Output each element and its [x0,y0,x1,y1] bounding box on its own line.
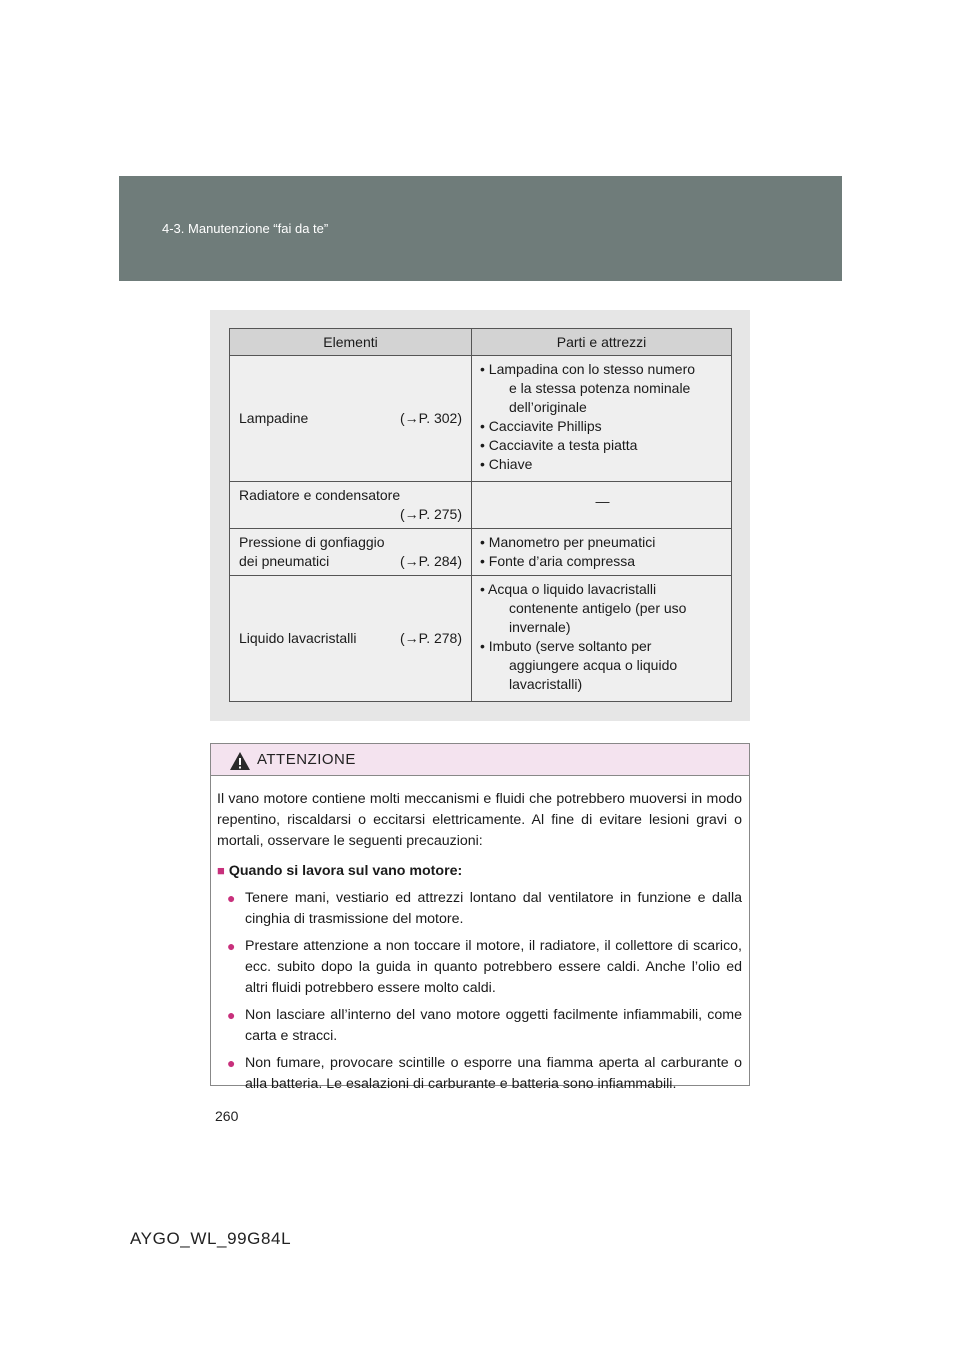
table-row [230,356,732,482]
column-header-elements: Elementi [230,329,472,356]
warning-title: ATTENZIONE [257,751,356,768]
tool-item-continued: e la stessa potenza nominale [509,380,691,396]
page-ref: (→P. 302) [400,410,462,426]
warning-subheading [217,860,742,882]
tool-item: • Imbuto (serve soltanto per [480,638,652,654]
square-bullet-icon: ■ [217,863,225,878]
item-cell [230,529,472,576]
page-number: 260 [215,1108,239,1124]
tool-item-continued: lavacristalli) [509,676,583,692]
tools-cell [472,482,732,529]
tools-cell [472,356,732,482]
warning-point [217,936,742,999]
table-row [230,529,732,576]
page-ref: (→P. 275) [400,506,462,522]
warning-point [217,888,742,930]
warning-intro: Il vano motore contiene molti meccanismi e fluidi che potrebbero muoversi in modo repentino, riscaldarsi o eccitarsi elettricamente. Al fine di evitare lesioni gravi o mortali, osservare le seguenti precauzioni: [217,791,742,849]
parts-table [229,328,732,702]
page-ref: (→P. 284) [400,553,462,569]
tools-cell [472,529,732,576]
warning-point [217,1005,742,1047]
tool-item: • Cacciavite a testa piatta [480,437,638,453]
item-label: Pressione di gonfiaggio [239,534,385,550]
item-label-continued: dei pneumatici [239,553,330,569]
no-tools-dash: — [595,493,610,509]
table-header-row [230,329,732,356]
tool-item: • Fonte d’aria compressa [480,553,636,569]
circle-bullet-icon: ● [227,1007,236,1023]
tools-cell [472,576,732,702]
tool-item: • Acqua o liquido lavacristalli [480,581,657,597]
column-header-tools: Parti e attrezzi [472,329,732,356]
warning-point-text: Non fumare, provocare scintille o esporre una fiamma aperta al carburante o alla batteria. Le esalazioni di carburante e batteria sono infiammabili. [245,1055,742,1092]
warning-box [210,743,750,1092]
warning-triangle-icon [229,751,251,771]
tool-item-continued: contenente antigelo (per uso [509,600,687,616]
item-cell [230,482,472,529]
table-row [230,576,732,702]
item-label: Radiatore e condensatore [239,487,401,503]
circle-bullet-icon: ● [227,938,236,954]
item-label: Lampadine [239,410,309,426]
warning-point [217,1053,742,1095]
warning-point-text: Non lasciare all’interno del vano motore oggetti facilmente infiammabili, come carta e stracci. [245,1007,742,1044]
circle-bullet-icon: ● [227,1055,236,1071]
table-row [230,482,732,529]
document-code: AYGO_WL_99G84L [130,1229,292,1248]
tool-item: • Lampadina con lo stesso numero [480,361,696,377]
warning-point-text: Tenere mani, vestiario ed attrezzi lontano dal ventilatore in funzione e dalla cinghia di trasmissione del motore. [245,890,742,927]
tool-item: • Chiave [480,456,533,472]
warning-point-text: Prestare attenzione a non toccare il motore, il radiatore, il collettore di scarico, ecc. subito dopo la guida in quanto potrebbero essere caldi. Anche l’olio ed altri fluidi potrebbero essere molto caldi. [245,938,742,996]
circle-bullet-icon: ● [227,890,236,906]
tool-item: • Cacciavite Phillips [480,418,602,434]
item-label: Liquido lavacristalli [239,630,357,646]
warning-header [211,744,749,776]
tool-item: • Manometro per pneumatici [480,534,656,550]
warning-body [211,776,749,1095]
tool-item-continued: invernale) [509,619,571,635]
item-cell [230,576,472,702]
tool-item-continued: dell’originale [509,399,587,415]
page-ref: (→P. 278) [400,630,462,646]
item-cell [230,356,472,482]
section-title: 4-3. Manutenzione “fai da te” [162,221,329,236]
tool-item-continued: aggiungere acqua o liquido [509,657,678,673]
warning-subheading-text: Quando si lavora sul vano motore: [228,863,463,879]
